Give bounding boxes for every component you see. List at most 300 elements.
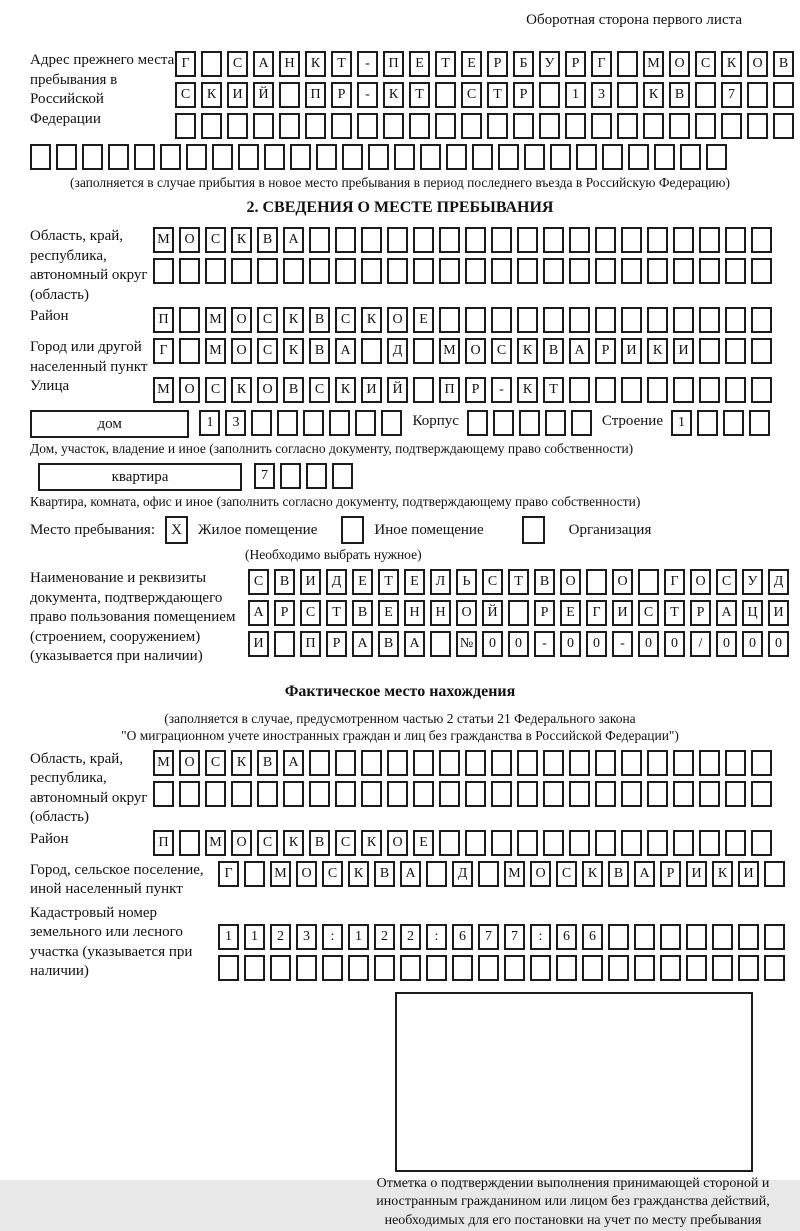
char-cell: 1 [199,410,220,436]
char-cell [576,144,597,170]
char-cell [465,781,486,807]
char-cell: К [643,82,664,108]
char-cell [530,955,551,981]
char-cell [595,781,616,807]
char-cell: Т [487,82,508,108]
char-cell [465,227,486,253]
char-cell [602,144,623,170]
char-cell: 3 [225,410,246,436]
char-cell: О [231,830,252,856]
char-cell [439,258,460,284]
char-cell: Р [690,600,711,626]
char-cell [660,924,681,950]
char-cell: К [712,861,733,887]
char-cell [361,750,382,776]
char-cell [387,258,408,284]
char-cell [565,113,586,139]
char-cell: И [227,82,248,108]
char-cell: С [638,600,659,626]
char-cell [617,113,638,139]
char-cell [305,113,326,139]
char-cell: С [322,861,343,887]
stay-type-checkbox-other-premises [341,516,364,544]
char-cell [331,113,352,139]
char-cell: Р [660,861,681,887]
char-cell: С [248,569,269,595]
char-cell [725,258,746,284]
char-cell: О [179,750,200,776]
char-cell: Т [409,82,430,108]
char-cell [426,955,447,981]
char-cell [571,410,592,436]
char-cell [621,377,642,403]
actual-city-label: Город, сельское поселение, иной населенный пункт [30,861,218,900]
char-cell [517,750,538,776]
char-cell [569,307,590,333]
char-cell [725,307,746,333]
char-cell [699,781,720,807]
char-cell [244,861,265,887]
char-grid-row [248,569,789,595]
char-cell [56,144,77,170]
region-label: Область, край, республика, автономный округ (область) [30,227,153,305]
char-cell: Т [435,51,456,77]
char-cell: : [322,924,343,950]
stay-type-option-other-premises: Иное помещение [374,522,483,539]
char-cell [773,113,794,139]
char-cell: И [673,338,694,364]
char-cell: К [721,51,742,77]
char-cell [647,227,668,253]
char-cell [634,955,655,981]
char-cell [699,750,720,776]
char-cell [280,463,301,489]
char-cell [621,227,642,253]
char-cell: К [517,377,538,403]
char-cell [361,258,382,284]
char-cell [539,113,560,139]
actual-location-note-2: "О миграционном учете иностранных граждан и лиц без гражданства в Российской Федерации") [30,728,770,744]
char-cell [517,258,538,284]
char-cell: Н [404,600,425,626]
korpus-label: Корпус [412,413,458,430]
char-cell: Г [153,338,174,364]
char-cell: К [647,338,668,364]
char-cell: Е [378,600,399,626]
char-cell: Н [279,51,300,77]
char-cell: А [248,600,269,626]
char-cell: В [608,861,629,887]
cadastral-label: Кадастровый номер земельного или лесного участка (указывается при наличии) [30,904,218,982]
char-cell [383,113,404,139]
char-cell: О [612,569,633,595]
char-cell: С [461,82,482,108]
char-cell [335,781,356,807]
char-cell [160,144,181,170]
char-cell [749,410,770,436]
char-cell: О [296,861,317,887]
char-cell: Е [413,307,434,333]
char-cell: Р [513,82,534,108]
char-cell: В [309,307,330,333]
char-cell: А [716,600,737,626]
char-cell: К [283,830,304,856]
char-cell: Г [218,861,239,887]
char-cell: 7 [504,924,525,950]
char-grid-row [218,955,785,981]
char-cell [277,410,298,436]
char-cell [381,410,402,436]
char-cell: Г [591,51,612,77]
char-cell: С [556,861,577,887]
stay-type-option-organization: Организация [569,522,652,539]
char-grid-row [153,750,772,776]
char-cell [426,861,447,887]
actual-location-title: Фактическое место нахождения [30,683,770,701]
char-cell [751,307,772,333]
char-cell [283,258,304,284]
char-cell [218,955,239,981]
actual-region-label: Область, край, республика, автономный округ (область) [30,750,153,828]
confirmation-mark-box [395,992,753,1172]
char-cell: В [274,569,295,595]
char-cell [669,113,690,139]
char-cell [504,955,525,981]
char-cell: - [534,631,555,657]
char-cell [608,955,629,981]
char-cell [764,924,785,950]
char-cell: С [257,338,278,364]
char-cell [227,113,248,139]
char-cell: 0 [664,631,685,657]
char-cell [699,377,720,403]
char-cell: М [504,861,525,887]
char-cell [361,227,382,253]
char-grid-row [218,924,785,950]
char-cell [673,377,694,403]
char-cell [617,51,638,77]
char-cell [309,750,330,776]
char-cell [467,410,488,436]
char-cell: В [543,338,564,364]
char-cell [673,781,694,807]
char-cell: В [257,227,278,253]
char-cell [647,830,668,856]
char-cell [721,113,742,139]
char-cell [309,227,330,253]
actual-city-block [30,861,770,900]
char-cell [751,750,772,776]
char-grid-row [153,377,772,403]
char-cell [348,955,369,981]
char-cell: О [560,569,581,595]
char-cell: Д [387,338,408,364]
stay-type-label: Место пребывания: [30,522,155,539]
char-cell: П [439,377,460,403]
prev-address-block [30,51,770,144]
actual-location-note-1: (заполняется в случае, предусмотренном частью 2 статьи 21 Федерального закона [30,711,770,727]
char-cell: В [309,338,330,364]
char-cell: Р [274,600,295,626]
char-cell: С [491,338,512,364]
char-cell [355,410,376,436]
char-cell: 7 [478,924,499,950]
char-cell: П [153,830,174,856]
char-cell: Д [326,569,347,595]
char-cell [342,144,363,170]
char-cell [205,258,226,284]
district-block [30,307,770,338]
char-cell: В [669,82,690,108]
char-cell: Й [253,82,274,108]
char-cell [595,750,616,776]
char-cell [257,258,278,284]
char-cell [201,51,222,77]
actual-region-block [30,750,770,828]
apartment-row [30,463,770,494]
char-cell: 1 [244,924,265,950]
char-cell: К [201,82,222,108]
char-cell: Т [508,569,529,595]
char-cell [699,307,720,333]
char-grid-row [218,861,785,887]
char-cell [435,82,456,108]
char-cell [751,377,772,403]
house-note: Дом, участок, владение и иное (заполнить согласно документу, подтверждающему право собственности) [30,441,770,457]
char-cell [697,410,718,436]
char-cell [257,781,278,807]
char-cell: Г [586,600,607,626]
house-number-cells [199,410,402,436]
char-cell [212,144,233,170]
char-cell [413,258,434,284]
char-cell [361,338,382,364]
char-cell: 1 [348,924,369,950]
char-cell [335,258,356,284]
char-cell: С [257,830,278,856]
char-cell [517,307,538,333]
char-cell [231,781,252,807]
char-cell: О [465,338,486,364]
char-cell [773,82,794,108]
char-cell: В [534,569,555,595]
char-grid-row [175,82,794,108]
char-cell: О [257,377,278,403]
char-cell [461,113,482,139]
char-cell [706,144,727,170]
char-cell: : [426,924,447,950]
char-cell: П [305,82,326,108]
char-cell [387,781,408,807]
region-block [30,227,770,305]
char-cell: К [231,227,252,253]
stay-type-checkbox-organization [522,516,545,544]
char-cell [179,258,200,284]
char-cell [725,227,746,253]
char-cell: 1 [565,82,586,108]
char-cell [394,144,415,170]
document-label: Наименование и реквизиты документа, подтверждающего право пользования помещением (строением, сооружением) (указывается при наличии) [30,569,248,667]
prev-address-note: (заполняется в случае прибытия в новое место пребывания в период последнего въезда в Российскую Федерацию) [30,175,770,191]
char-cell [179,781,200,807]
char-cell [764,861,785,887]
char-cell [30,144,51,170]
char-cell [303,410,324,436]
char-cell [335,227,356,253]
char-cell [253,113,274,139]
char-cell [550,144,571,170]
char-cell: У [742,569,763,595]
char-cell [205,781,226,807]
char-cell [108,144,129,170]
char-cell: В [283,377,304,403]
char-cell [186,144,207,170]
char-cell: Т [326,600,347,626]
char-cell: С [695,51,716,77]
cadastral-block [30,904,770,986]
char-cell: К [361,830,382,856]
char-cell: / [690,631,711,657]
char-cell [543,307,564,333]
section2-title: 2. СВЕДЕНИЯ О МЕСТЕ ПРЕБЫВАНИЯ [30,199,770,217]
char-cell: П [153,307,174,333]
char-cell [680,144,701,170]
char-cell [517,227,538,253]
char-cell [179,830,200,856]
char-cell [439,750,460,776]
char-cell [647,258,668,284]
char-cell: А [352,631,373,657]
char-cell [751,258,772,284]
char-cell [569,258,590,284]
char-cell: О [179,227,200,253]
char-cell: С [205,377,226,403]
street-block [30,377,770,408]
char-cell: К [231,750,252,776]
char-cell: Й [482,600,503,626]
stroenie-cells [671,410,770,436]
char-cell: О [387,307,408,333]
char-cell: О [179,377,200,403]
char-cell [647,750,668,776]
char-cell: И [621,338,642,364]
char-cell: П [300,631,321,657]
char-cell [686,924,707,950]
char-cell: М [205,338,226,364]
city-block [30,338,770,377]
char-cell: Е [409,51,430,77]
char-cell [621,307,642,333]
char-cell: О [669,51,690,77]
char-cell [387,227,408,253]
char-cell: 7 [721,82,742,108]
char-cell: М [643,51,664,77]
char-cell: 0 [560,631,581,657]
char-cell [595,830,616,856]
char-cell [153,258,174,284]
char-cell [238,144,259,170]
city-label: Город или другой населенный пункт [30,338,153,377]
char-cell: Й [387,377,408,403]
char-cell [673,227,694,253]
district-label: Район [30,307,153,327]
char-grid-row [153,258,772,284]
char-cell: К [383,82,404,108]
char-cell [290,144,311,170]
char-cell [452,955,473,981]
char-cell [472,144,493,170]
char-cell: К [348,861,369,887]
char-cell [556,955,577,981]
char-cell: О [530,861,551,887]
char-cell [244,955,265,981]
char-cell: Е [413,830,434,856]
char-cell [517,781,538,807]
char-cell: М [153,377,174,403]
char-cell: 6 [452,924,473,950]
char-cell [175,113,196,139]
char-cell [738,955,759,981]
char-cell: М [270,861,291,887]
char-cell: С [257,307,278,333]
char-cell [465,750,486,776]
char-cell: А [283,227,304,253]
char-cell [751,830,772,856]
char-cell: 2 [270,924,291,950]
char-cell [179,338,200,364]
char-cell: И [768,600,789,626]
char-cell [543,258,564,284]
char-grid-row [248,631,789,657]
house-type-box: дом [30,410,189,438]
char-cell [747,113,768,139]
char-cell [543,830,564,856]
char-cell: А [400,861,421,887]
char-cell: Е [461,51,482,77]
street-label: Улица [30,377,153,397]
char-cell [279,82,300,108]
char-cell [647,307,668,333]
char-cell [513,113,534,139]
char-cell: М [153,750,174,776]
char-cell [400,955,421,981]
char-cell: : [530,924,551,950]
char-cell: 0 [482,631,503,657]
char-cell: Е [404,569,425,595]
char-cell [357,113,378,139]
char-cell [439,307,460,333]
char-cell [621,830,642,856]
char-cell: С [227,51,248,77]
char-cell: О [690,569,711,595]
actual-district-block [30,830,770,861]
char-cell [409,113,430,139]
char-cell: К [582,861,603,887]
char-cell: Д [452,861,473,887]
document-block [30,569,770,667]
char-cell [493,410,514,436]
char-cell [279,113,300,139]
char-cell: М [153,227,174,253]
char-cell [543,781,564,807]
char-cell: А [335,338,356,364]
char-cell [478,955,499,981]
char-cell: Е [560,600,581,626]
char-cell [591,113,612,139]
char-cell [638,569,659,595]
char-cell: А [253,51,274,77]
char-cell: К [335,377,356,403]
